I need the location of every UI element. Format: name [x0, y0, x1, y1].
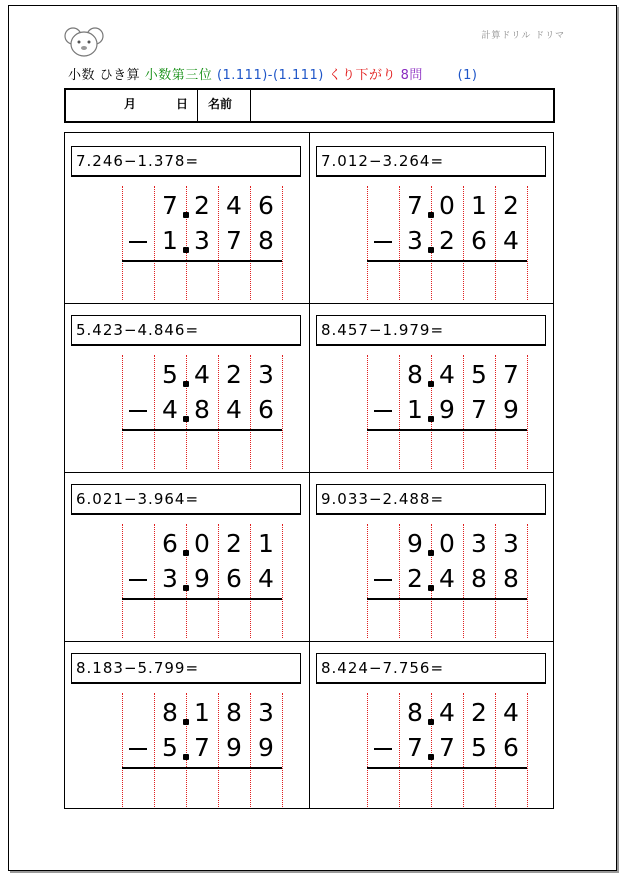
minuend-digit: 4: [226, 191, 242, 220]
minuend-digit: 4: [503, 698, 519, 727]
minuend-digit: 5: [471, 360, 487, 389]
decimal-point: [183, 416, 189, 422]
column-guide-line: [527, 693, 528, 807]
subtrahend-digit: 5: [471, 733, 487, 762]
decimal-point: [183, 381, 189, 387]
minus-sign: [374, 579, 392, 581]
title-count: 8問: [400, 68, 423, 83]
header-divider: [197, 90, 198, 121]
column-guide-line: [122, 524, 123, 638]
decimal-point: [183, 585, 189, 591]
problem-expression: 8.424−7.756=: [316, 653, 546, 684]
decimal-point: [428, 416, 434, 422]
minuend-digit: 6: [162, 529, 178, 558]
subtrahend-digit: 7: [439, 733, 455, 762]
title-type: くり下がり: [328, 68, 397, 83]
decimal-point: [428, 754, 434, 760]
problem-expression: 5.423−4.846=: [71, 315, 301, 346]
subtrahend-digit: 3: [407, 226, 423, 255]
minuend-digit: 4: [439, 360, 455, 389]
answer-line: [122, 260, 282, 262]
problem-cell: [65, 133, 310, 302]
column-guide-line: [367, 186, 368, 300]
decimal-point: [183, 550, 189, 556]
minuend-digit: 3: [471, 529, 487, 558]
column-guide-line: [282, 355, 283, 469]
subtrahend-digit: 2: [407, 564, 423, 593]
subtrahend-digit: 6: [226, 564, 242, 593]
answer-line: [122, 598, 282, 600]
minuend-digit: 5: [162, 360, 178, 389]
subtrahend-digit: 9: [258, 733, 274, 762]
problem-expression: 9.033−2.488=: [316, 484, 546, 515]
subtrahend-digit: 9: [194, 564, 210, 593]
minus-sign: [374, 241, 392, 243]
minuend-digit: 7: [162, 191, 178, 220]
subtrahend-digit: 9: [226, 733, 242, 762]
decimal-point: [183, 754, 189, 760]
problem-expression: 6.021−3.964=: [71, 484, 301, 515]
minuend-digit: 2: [503, 191, 519, 220]
column-guide-line: [282, 524, 283, 638]
minuend-digit: 8: [162, 698, 178, 727]
title-level: 小数第三位: [144, 68, 213, 83]
minuend-digit: 4: [439, 698, 455, 727]
answer-line: [367, 767, 527, 769]
column-guide-line: [122, 186, 123, 300]
problem-grid: [64, 132, 554, 809]
subtrahend-digit: 4: [162, 395, 178, 424]
subtrahend-digit: 7: [407, 733, 423, 762]
minuend-digit: 0: [439, 191, 455, 220]
column-guide-line: [527, 355, 528, 469]
title-sheet-number: (1): [457, 68, 478, 83]
minuend-digit: 7: [407, 191, 423, 220]
column-guide-line: [527, 524, 528, 638]
column-guide-line: [527, 186, 528, 300]
minus-sign: [129, 410, 147, 412]
subtrahend-digit: 8: [194, 395, 210, 424]
minus-sign: [374, 748, 392, 750]
minuend-digit: 8: [407, 698, 423, 727]
subtrahend-digit: 3: [162, 564, 178, 593]
problem-cell: [310, 640, 555, 809]
answer-line: [367, 598, 527, 600]
problem-expression: 7.246−1.378=: [71, 146, 301, 177]
minuend-digit: 1: [471, 191, 487, 220]
decimal-point: [183, 247, 189, 253]
subtrahend-digit: 4: [439, 564, 455, 593]
worksheet-title: [68, 64, 478, 83]
column-guide-line: [367, 524, 368, 638]
decimal-point: [183, 719, 189, 725]
subtrahend-digit: 9: [503, 395, 519, 424]
header-divider: [250, 90, 251, 121]
subtrahend-digit: 1: [407, 395, 423, 424]
problem-expression: 7.012−3.264=: [316, 146, 546, 177]
name-label: 名前: [208, 97, 233, 111]
subtrahend-digit: 6: [471, 226, 487, 255]
subtrahend-digit: 7: [194, 733, 210, 762]
subtrahend-digit: 9: [439, 395, 455, 424]
minuend-digit: 0: [194, 529, 210, 558]
problem-cell: [65, 640, 310, 809]
column-guide-line: [122, 693, 123, 807]
decimal-point: [428, 381, 434, 387]
problem-expression: 8.183−5.799=: [71, 653, 301, 684]
minuend-digit: 2: [226, 360, 242, 389]
minuend-digit: 1: [194, 698, 210, 727]
subtrahend-digit: 6: [258, 395, 274, 424]
column-guide-line: [367, 355, 368, 469]
column-guide-line: [367, 693, 368, 807]
subtrahend-digit: 4: [503, 226, 519, 255]
column-guide-line: [282, 693, 283, 807]
minus-sign: [129, 241, 147, 243]
minuend-digit: 2: [194, 191, 210, 220]
minuend-digit: 3: [503, 529, 519, 558]
answer-line: [122, 767, 282, 769]
problem-cell: [310, 302, 555, 471]
subtrahend-digit: 7: [471, 395, 487, 424]
title-subject: 小数 ひき算: [68, 68, 141, 83]
minus-sign: [374, 410, 392, 412]
problem-cell: [65, 471, 310, 640]
decimal-point: [428, 719, 434, 725]
problem-cell: [310, 471, 555, 640]
minuend-digit: 2: [226, 529, 242, 558]
decimal-point: [428, 212, 434, 218]
subtrahend-digit: 8: [471, 564, 487, 593]
minuend-digit: 8: [226, 698, 242, 727]
month-label: 月: [124, 97, 137, 111]
minuend-digit: 1: [258, 529, 274, 558]
subtrahend-digit: 2: [439, 226, 455, 255]
minuend-digit: 4: [194, 360, 210, 389]
subtrahend-digit: 3: [194, 226, 210, 255]
minuend-digit: 9: [407, 529, 423, 558]
brand-label: 計算ドリル ドリマ: [481, 31, 565, 41]
minuend-digit: 3: [258, 360, 274, 389]
subtrahend-digit: 4: [226, 395, 242, 424]
subtrahend-digit: 8: [258, 226, 274, 255]
subtrahend-digit: 1: [162, 226, 178, 255]
decimal-point: [428, 585, 434, 591]
name-date-box: [64, 88, 555, 123]
minus-sign: [129, 748, 147, 750]
day-label: 日: [176, 97, 189, 111]
subtrahend-digit: 8: [503, 564, 519, 593]
problem-cell: [65, 302, 310, 471]
minuend-digit: 2: [471, 698, 487, 727]
mouse-logo-icon: [64, 26, 104, 58]
column-guide-line: [122, 355, 123, 469]
decimal-point: [428, 550, 434, 556]
minus-sign: [129, 579, 147, 581]
minuend-digit: 0: [439, 529, 455, 558]
minuend-digit: 3: [258, 698, 274, 727]
problem-cell: [310, 133, 555, 302]
answer-line: [367, 260, 527, 262]
title-format: (1.111)-(1.111): [216, 68, 324, 83]
minuend-digit: 6: [258, 191, 274, 220]
problem-expression: 8.457−1.979=: [316, 315, 546, 346]
answer-line: [367, 429, 527, 431]
decimal-point: [428, 247, 434, 253]
decimal-point: [183, 212, 189, 218]
subtrahend-digit: 4: [258, 564, 274, 593]
subtrahend-digit: 6: [503, 733, 519, 762]
column-guide-line: [282, 186, 283, 300]
answer-line: [122, 429, 282, 431]
subtrahend-digit: 5: [162, 733, 178, 762]
minuend-digit: 8: [407, 360, 423, 389]
minuend-digit: 7: [503, 360, 519, 389]
subtrahend-digit: 7: [226, 226, 242, 255]
